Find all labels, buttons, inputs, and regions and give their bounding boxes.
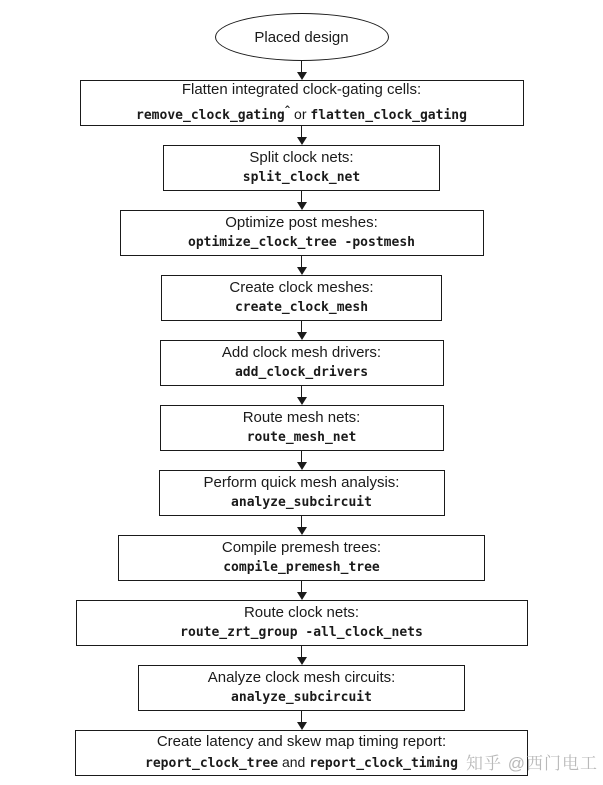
flow-arrow xyxy=(297,516,307,535)
step-title: Flatten integrated clock-gating cells: xyxy=(181,81,422,98)
watermark: 知乎 @西门电工 xyxy=(466,754,598,773)
flow-step-box xyxy=(80,80,524,126)
flow-arrow xyxy=(297,321,307,340)
flow-step-box xyxy=(161,275,442,321)
flow-arrow xyxy=(297,581,307,600)
flow-arrow xyxy=(297,711,307,730)
flow-arrow xyxy=(297,451,307,470)
flow-arrow xyxy=(297,61,307,80)
arrowhead-down-icon xyxy=(297,267,307,275)
command-text: add_clock_drivers xyxy=(234,365,369,380)
arrow-shaft xyxy=(301,256,302,267)
flow-step-box xyxy=(159,470,445,516)
command-text: report_clock_timing xyxy=(309,756,458,771)
command-text: analyze_subcircuit xyxy=(231,690,372,705)
flow-arrow xyxy=(297,256,307,275)
step-command xyxy=(243,168,360,188)
command-text: route_zrt_group -all_clock_nets xyxy=(180,625,423,640)
flow-step-box xyxy=(76,600,528,646)
flow-step-box xyxy=(163,145,440,191)
start-node xyxy=(215,13,389,61)
step-command xyxy=(136,100,467,126)
arrowhead-down-icon xyxy=(297,72,307,80)
flow-steps xyxy=(75,61,528,776)
flow-step-box xyxy=(160,340,444,386)
arrowhead-down-icon xyxy=(297,202,307,210)
step-command xyxy=(231,493,372,513)
step-title: Analyze clock mesh circuits: xyxy=(207,669,396,686)
arrow-shaft xyxy=(301,516,302,527)
arrow-shaft xyxy=(301,191,302,202)
flow-step-box xyxy=(75,730,528,776)
arrow-shaft xyxy=(301,646,302,657)
command-text: remove_clock_gating xyxy=(136,108,285,123)
command-connector-text: or xyxy=(290,106,311,122)
arrowhead-down-icon xyxy=(297,137,307,145)
flow-step-box xyxy=(120,210,484,256)
command-connector-text: and xyxy=(278,754,310,770)
step-title: Optimize post meshes: xyxy=(225,214,378,231)
command-text: flatten_clock_gating xyxy=(310,108,467,123)
arrowhead-down-icon xyxy=(297,397,307,405)
flow-step-box xyxy=(118,535,485,581)
command-text: analyze_subcircuit xyxy=(231,495,372,510)
flow-step-box xyxy=(138,665,465,711)
step-title: Perform quick mesh analysis: xyxy=(203,474,400,491)
command-text: report_clock_tree xyxy=(145,756,279,771)
step-command xyxy=(231,688,372,708)
arrowhead-down-icon xyxy=(297,592,307,600)
flow-step-box xyxy=(160,405,444,451)
step-title: Route mesh nets: xyxy=(242,409,361,426)
command-text: split_clock_net xyxy=(242,170,361,185)
step-title: Create latency and skew map timing report: xyxy=(156,733,447,750)
step-title: Route clock nets: xyxy=(243,604,360,621)
arrow-shaft xyxy=(301,581,302,592)
start-node-label: Placed design xyxy=(254,28,349,46)
command-text: optimize_clock_tree -postmesh xyxy=(188,235,415,250)
flow-arrow xyxy=(297,386,307,405)
step-command xyxy=(180,623,423,643)
command-text: create_clock_mesh xyxy=(234,300,369,315)
step-title: Compile premesh trees: xyxy=(221,539,382,556)
arrowhead-down-icon xyxy=(297,462,307,470)
arrow-shaft xyxy=(301,711,302,722)
step-command xyxy=(235,363,368,383)
step-title: Add clock mesh drivers: xyxy=(221,344,382,361)
arrow-shaft xyxy=(301,386,302,397)
flow-arrow xyxy=(297,126,307,145)
arrow-shaft xyxy=(301,451,302,462)
step-command xyxy=(235,298,368,318)
step-title: Create clock meshes: xyxy=(229,279,374,296)
command-text: compile_premesh_tree xyxy=(223,560,380,575)
arrowhead-down-icon xyxy=(297,332,307,340)
step-command xyxy=(247,428,357,448)
arrowhead-down-icon xyxy=(297,527,307,535)
flow-arrow xyxy=(297,191,307,210)
arrow-shaft xyxy=(301,126,302,137)
step-title: Split clock nets: xyxy=(249,149,354,166)
step-command xyxy=(223,558,380,578)
command-text: route_mesh_net xyxy=(246,430,357,445)
step-command xyxy=(145,752,458,774)
arrow-shaft xyxy=(301,321,302,332)
flow-arrow xyxy=(297,646,307,665)
arrowhead-down-icon xyxy=(297,657,307,665)
step-command xyxy=(188,233,415,253)
arrow-shaft xyxy=(301,61,302,72)
arrowhead-down-icon xyxy=(297,722,307,730)
command-text: ^ xyxy=(284,105,291,115)
